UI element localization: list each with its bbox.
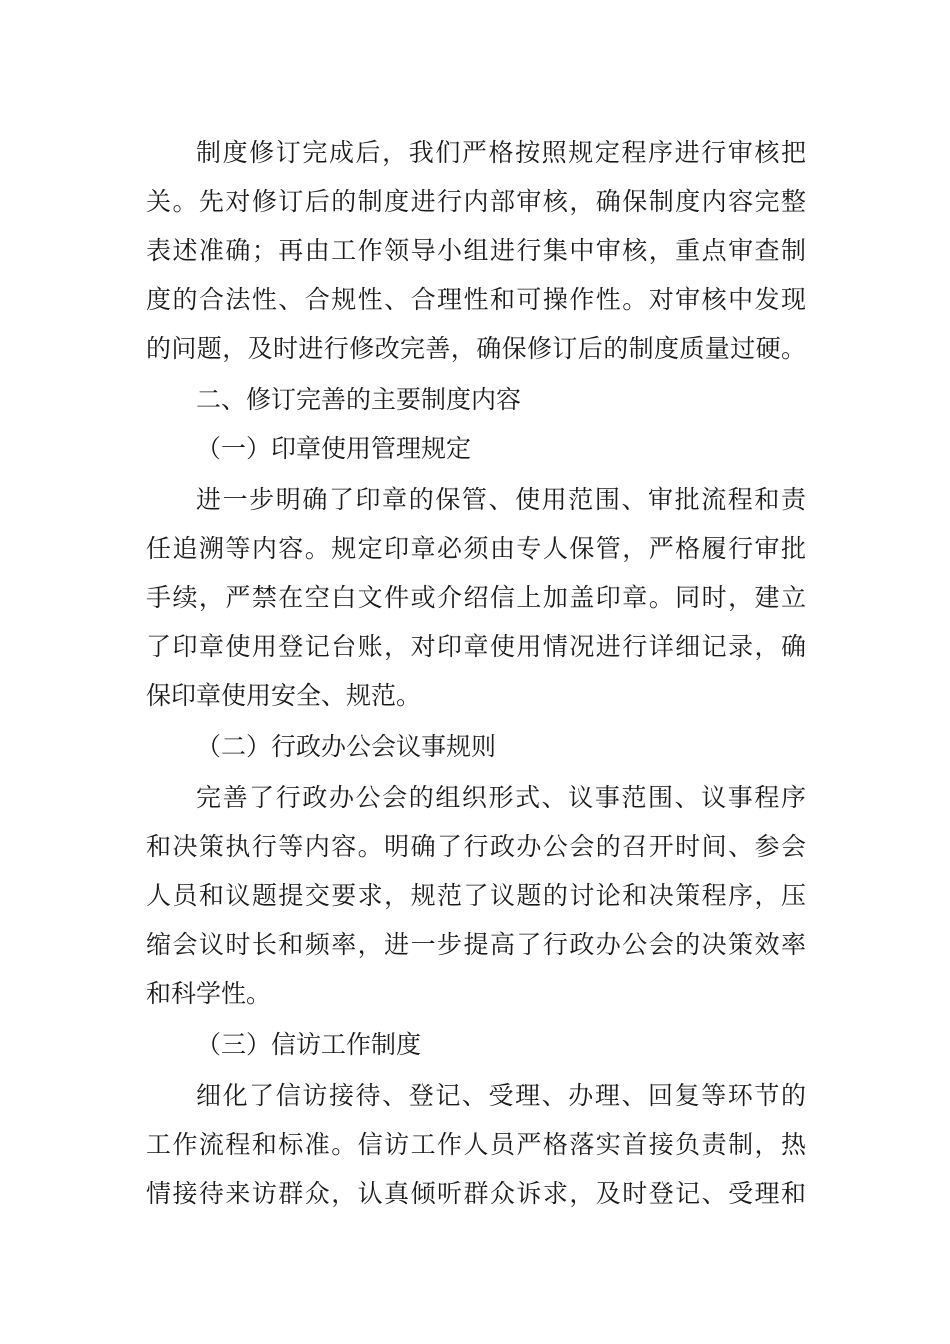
- paragraph-4-line-2: 工作流程和标准。信访工作人员严格落实首接负责制，热: [146, 1130, 806, 1159]
- paragraph-3-line-4: 缩会议时长和频率，进一步提高了行政办公会的决策效率: [146, 930, 806, 959]
- paragraph-3-line-2: 和决策执行等内容。明确了行政办公会的召开时间、参会: [146, 832, 806, 861]
- paragraph-4-line-1: 细化了信访接待、登记、受理、办理、回复等环节的: [196, 1081, 806, 1110]
- paragraph-2-line-2: 任追溯等内容。规定印章必须由专人保管，严格履行审批: [146, 534, 806, 563]
- paragraph-1-line-1: 制度修订完成后，我们严格按照规定程序进行审核把: [196, 138, 806, 167]
- paragraph-3-line-1: 完善了行政办公会的组织形式、议事范围、议事程序: [196, 783, 806, 812]
- paragraph-3-line-3: 人员和议题提交要求，规范了议题的讨论和决策程序，压: [146, 881, 806, 910]
- paragraph-4-line-3: 情接待来访群众，认真倾听群众诉求，及时登记、受理和: [146, 1179, 806, 1208]
- paragraph-1-line-2: 关。先对修订后的制度进行内部审核，确保制度内容完整: [146, 187, 806, 216]
- subsection-heading-1: （一）印章使用管理规定: [196, 434, 472, 463]
- subsection-heading-3: （三）信访工作制度: [196, 1030, 422, 1059]
- paragraph-2-line-4: 了印章使用登记台账，对印章使用情况进行详细记录，确: [146, 632, 806, 661]
- paragraph-2-line-1: 进一步明确了印章的保管、使用范围、审批流程和责: [196, 485, 806, 514]
- paragraph-2-line-5: 保印章使用安全、规范。: [146, 681, 422, 710]
- section-heading-2: 二、修订完善的主要制度内容: [196, 385, 522, 414]
- paragraph-2-line-3: 手续，严禁在空白文件或介绍信上加盖印章。同时，建立: [146, 583, 806, 612]
- paragraph-1-line-3: 表述准确；再由工作领导小组进行集中审核，重点审查制: [146, 236, 806, 265]
- paragraph-1-line-5: 的问题，及时进行修改完善，确保修订后的制度质量过硬。: [146, 334, 806, 363]
- subsection-heading-2: （二）行政办公会议事规则: [196, 732, 497, 761]
- paragraph-3-line-5: 和科学性。: [146, 979, 272, 1008]
- paragraph-1-line-4: 度的合法性、合规性、合理性和可操作性。对审核中发现: [146, 285, 806, 314]
